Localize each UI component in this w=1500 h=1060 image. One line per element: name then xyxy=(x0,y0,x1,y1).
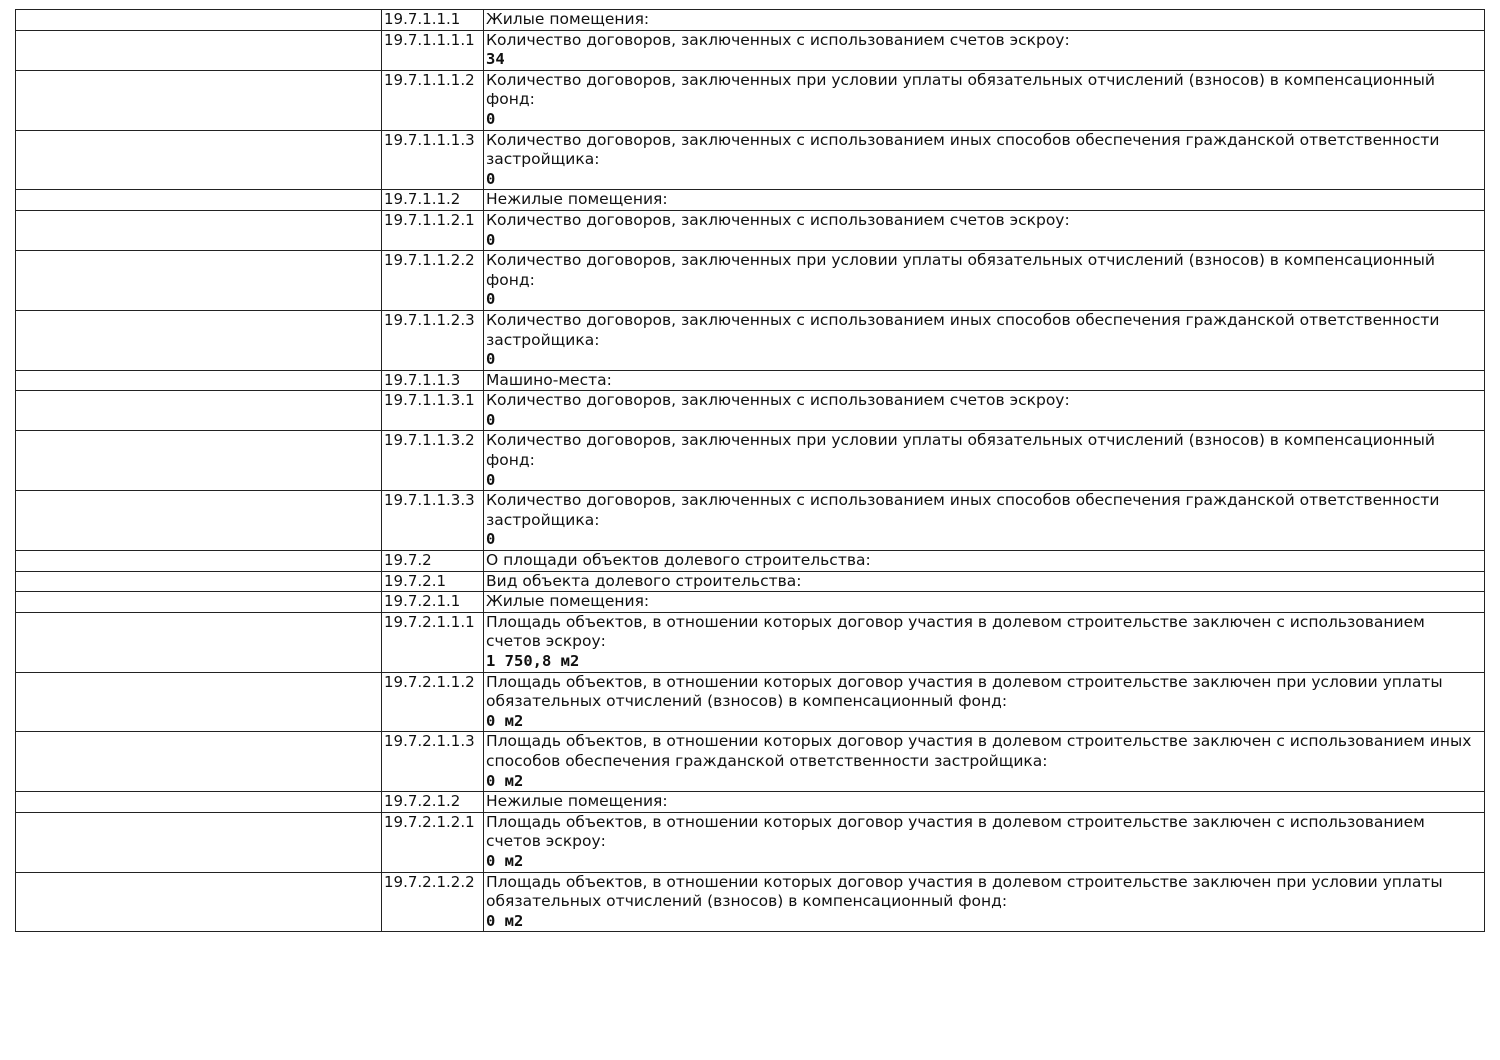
item-label: Количество договоров, заключенных при условии уплаты обязательных отчислений (взносов) в компенсационный фонд: xyxy=(486,251,1435,289)
item-code: 19.7.2.1.1.3 xyxy=(382,732,484,792)
table-row xyxy=(16,251,1485,311)
item-cell xyxy=(484,571,1485,592)
item-cell xyxy=(484,792,1485,813)
table-row xyxy=(16,70,1485,130)
item-label: О площади объектов долевого строительства: xyxy=(486,551,871,570)
blank-cell xyxy=(16,391,382,431)
blank-cell xyxy=(16,130,382,190)
table-row xyxy=(16,210,1485,250)
table-row xyxy=(16,551,1485,572)
item-code: 19.7.1.1.2.2 xyxy=(382,251,484,311)
table-row xyxy=(16,30,1485,70)
item-label: Вид объекта долевого строительства: xyxy=(486,571,802,590)
item-cell xyxy=(484,732,1485,792)
blank-cell xyxy=(16,30,382,70)
item-code: 19.7.1.1.1 xyxy=(382,10,484,31)
item-value: 0 м2 xyxy=(486,911,524,930)
item-value: 0 xyxy=(486,290,496,309)
table-row xyxy=(16,812,1485,872)
item-label: Количество договоров, заключенных с использованием иных способов обеспечения гражданской ответственности застройщика: xyxy=(486,130,1440,169)
blank-cell xyxy=(16,431,382,491)
blank-cell xyxy=(16,732,382,792)
item-code: 19.7.1.1.1.1 xyxy=(382,30,484,70)
table-row xyxy=(16,872,1485,932)
item-code: 19.7.1.1.2.1 xyxy=(382,210,484,250)
blank-cell xyxy=(16,70,382,130)
table-row xyxy=(16,672,1485,732)
item-cell xyxy=(484,370,1485,391)
item-value: 0 м2 xyxy=(486,711,524,730)
item-value: 0 xyxy=(486,350,496,369)
item-label: Жилые помещения: xyxy=(486,592,650,611)
item-cell xyxy=(484,30,1485,70)
item-cell xyxy=(484,551,1485,572)
item-cell xyxy=(484,310,1485,370)
item-code: 19.7.2.1.2.2 xyxy=(382,872,484,932)
item-value: 0 xyxy=(486,109,496,128)
item-cell xyxy=(484,70,1485,130)
table-row xyxy=(16,310,1485,370)
blank-cell xyxy=(16,491,382,551)
table-row xyxy=(16,571,1485,592)
item-label: Площадь объектов, в отношении которых договор участия в долевом строительстве заключен с использованием счетов эскроу: xyxy=(486,812,1425,851)
item-code: 19.7.1.1.1.3 xyxy=(382,130,484,190)
item-value: 0 м2 xyxy=(486,771,524,790)
blank-cell xyxy=(16,310,382,370)
item-cell xyxy=(484,491,1485,551)
blank-cell xyxy=(16,571,382,592)
item-cell xyxy=(484,872,1485,932)
item-label: Нежилые помещения: xyxy=(486,792,668,811)
item-label: Машино-места: xyxy=(486,370,612,389)
item-label: Количество договоров, заключенных при условии уплаты обязательных отчислений (взносов) в компенсационный фонд: xyxy=(486,431,1435,470)
blank-cell xyxy=(16,210,382,250)
item-code: 19.7.1.1.1.2 xyxy=(382,70,484,130)
item-code: 19.7.2.1.1 xyxy=(382,592,484,613)
item-cell xyxy=(484,672,1485,732)
item-code: 19.7.2.1 xyxy=(382,571,484,592)
item-value: 0 xyxy=(486,410,496,429)
blank-cell xyxy=(16,812,382,872)
item-value: 0 xyxy=(486,530,496,549)
blank-cell xyxy=(16,612,382,672)
item-label: Количество договоров, заключенных с использованием счетов эскроу: xyxy=(486,30,1070,49)
blank-cell xyxy=(16,792,382,813)
item-value: 0 xyxy=(486,470,496,489)
item-cell xyxy=(484,391,1485,431)
item-code: 19.7.2.1.2.1 xyxy=(382,812,484,872)
table-row xyxy=(16,190,1485,211)
table-row xyxy=(16,370,1485,391)
item-cell xyxy=(484,612,1485,672)
item-code: 19.7.1.1.3 xyxy=(382,370,484,391)
item-cell xyxy=(484,210,1485,250)
item-label: Площадь объектов, в отношении которых договор участия в долевом строительстве заключен с использованием иных способов обеспечения гражданской ответственности застройщика: xyxy=(486,732,1472,770)
blank-cell xyxy=(16,190,382,211)
item-value: 1 750,8 м2 xyxy=(486,652,580,670)
item-label: Количество договоров, заключенных с использованием иных способов обеспечения гражданской ответственности застройщика: xyxy=(486,310,1440,349)
blank-cell xyxy=(16,872,382,932)
blank-cell xyxy=(16,551,382,572)
item-label: Площадь объектов, в отношении которых договор участия в долевом строительстве заключен при условии уплаты обязательных отчислений (взносов) в компенсационный фонд: xyxy=(486,872,1443,911)
item-label: Количество договоров, заключенных с использованием иных способов обеспечения гражданской ответственности застройщика: xyxy=(486,491,1440,529)
report-table xyxy=(15,9,1485,932)
item-value: 0 xyxy=(486,230,496,249)
table-row xyxy=(16,130,1485,190)
item-cell xyxy=(484,592,1485,613)
blank-cell xyxy=(16,251,382,311)
item-code: 19.7.1.1.3.3 xyxy=(382,491,484,551)
item-label: Жилые помещения: xyxy=(486,10,650,28)
item-value: 34 xyxy=(486,50,505,69)
table-row xyxy=(16,612,1485,672)
table-row xyxy=(16,431,1485,491)
report-table-body xyxy=(16,10,1485,932)
item-label: Нежилые помещения: xyxy=(486,190,668,209)
item-code: 19.7.2.1.2 xyxy=(382,792,484,813)
item-value: 0 м2 xyxy=(486,851,524,870)
table-row xyxy=(16,391,1485,431)
table-row xyxy=(16,792,1485,813)
table-row xyxy=(16,10,1485,31)
item-code: 19.7.1.1.2.3 xyxy=(382,310,484,370)
item-value: 0 xyxy=(486,169,496,188)
item-label: Площадь объектов, в отношении которых договор участия в долевом строительстве заключен при условии уплаты обязательных отчислений (взносов) в компенсационный фонд: xyxy=(486,672,1443,711)
table-row xyxy=(16,592,1485,613)
item-cell xyxy=(484,10,1485,31)
item-label: Площадь объектов, в отношении которых договор участия в долевом строительстве заключен с использованием счетов эскроу: xyxy=(486,612,1425,651)
table-row xyxy=(16,732,1485,792)
blank-cell xyxy=(16,672,382,732)
blank-cell xyxy=(16,592,382,613)
item-cell xyxy=(484,251,1485,311)
item-code: 19.7.2.1.1.2 xyxy=(382,672,484,732)
blank-cell xyxy=(16,370,382,391)
blank-cell xyxy=(16,10,382,31)
item-code: 19.7.1.1.3.1 xyxy=(382,391,484,431)
item-code: 19.7.2.1.1.1 xyxy=(382,612,484,672)
item-cell xyxy=(484,190,1485,211)
item-label: Количество договоров, заключенных с использованием счетов эскроу: xyxy=(486,391,1070,410)
item-code: 19.7.1.1.3.2 xyxy=(382,431,484,491)
item-code: 19.7.2 xyxy=(382,551,484,572)
item-cell xyxy=(484,130,1485,190)
item-code: 19.7.1.1.2 xyxy=(382,190,484,211)
item-label: Количество договоров, заключенных при условии уплаты обязательных отчислений (взносов) в компенсационный фонд: xyxy=(486,70,1435,109)
item-cell xyxy=(484,812,1485,872)
item-label: Количество договоров, заключенных с использованием счетов эскроу: xyxy=(486,210,1070,229)
item-cell xyxy=(484,431,1485,491)
table-row xyxy=(16,491,1485,551)
